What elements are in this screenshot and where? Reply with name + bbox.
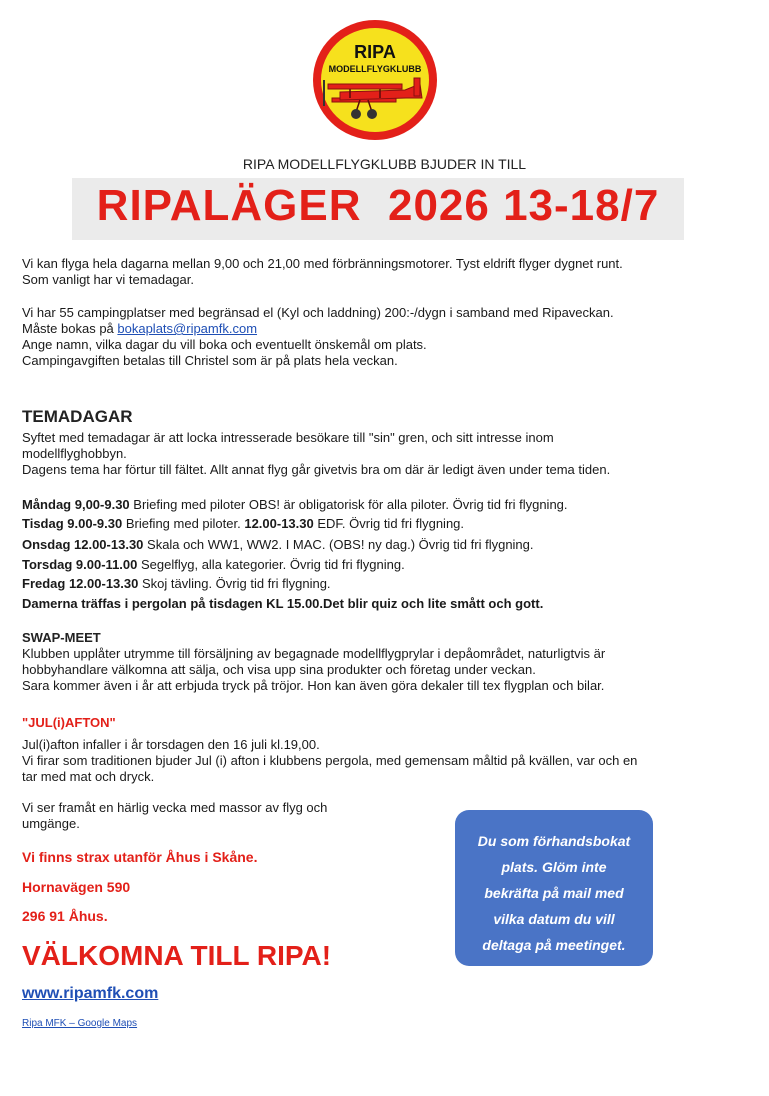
section-heading-swap-meet: SWAP-MEET: [22, 630, 101, 645]
day-text: Briefing med piloter OBS! är obligatorisk för alla piloter. Övrig tid fri flygning.: [129, 497, 568, 512]
location-text: Vi finns strax utanför Åhus i Skåne.: [22, 849, 258, 865]
text-line: Vi firar som traditionen bjuder Jul (i) afton i klubbens pergola, med gemensam måltid på kvällen, var och en: [22, 753, 638, 768]
text-line: [22, 321, 747, 337]
julafton-paragraph: [22, 737, 747, 785]
day-text: Briefing med piloter.: [122, 516, 245, 531]
closing-paragraph: [22, 800, 422, 832]
day-label: Fredag 12.00-13.30: [22, 576, 139, 591]
logo-text-club: MODELLFLYGKLUBB: [328, 64, 422, 74]
text-line: modellflyghobbyn.: [22, 446, 127, 461]
booking-reminder-callout: [455, 810, 653, 966]
text-line: tar med mat och dryck.: [22, 769, 155, 784]
schedule-friday: [22, 576, 331, 591]
callout-line: plats. Glöm inte: [501, 859, 607, 875]
text-line: Campingavgiften betalas till Christel som är på plats hela veckan.: [22, 353, 398, 368]
text-line: Syftet med temadagar är att locka intresserade besökare till "sin" gren, och sitt intresse inom: [22, 430, 554, 445]
text-line: Som vanligt har vi temadagar.: [22, 272, 194, 287]
callout-line: vilka datum du vill: [493, 911, 615, 927]
day-text: EDF. Övrig tid fri flygning.: [313, 516, 465, 531]
temadagar-paragraph: [22, 430, 747, 478]
swap-meet-paragraph: [22, 646, 747, 694]
schedule-thursday: [22, 557, 405, 572]
text-prefix: Måste bokas på: [22, 321, 118, 336]
schedule-wednesday: [22, 537, 534, 552]
text-line: Ange namn, vilka dagar du vill boka och eventuellt önskemål om plats.: [22, 337, 427, 352]
day-label: Tisdag 9.00-9.30: [22, 516, 123, 531]
intro-line: RIPA MODELLFLYGKLUBB BJUDER IN TILL: [242, 156, 527, 172]
page-title: RIPALÄGER 2026 13-18/7: [96, 181, 660, 230]
day-label: Torsdag 9.00-11.00: [22, 557, 138, 572]
callout-line: bekräfta på mail med: [484, 885, 624, 901]
address-postal: 296 91 Åhus.: [22, 908, 108, 924]
callout-text: [455, 828, 653, 958]
address-street: Hornavägen 590: [22, 879, 131, 895]
text-line: Vi har 55 campingplatser med begränsad el (Kyl och laddning) 200:-/dygn i samband med Ripaveckan.: [22, 305, 614, 320]
text-line: umgänge.: [22, 816, 80, 831]
day-label: Måndag 9,00-9.30: [22, 497, 130, 512]
website-link[interactable]: www.ripamfk.com: [22, 985, 159, 1002]
section-heading-julafton: "JUL(i)AFTON": [22, 715, 116, 730]
callout-line: deltaga på meetinget.: [482, 937, 626, 953]
schedule-tuesday: [22, 516, 464, 531]
text-line: Sara kommer även i år att erbjuda tryck på tröjor. Hon kan även göra dekaler till tex flygplan och bilar.: [22, 678, 605, 693]
callout-line: Du som förhandsbokat: [477, 833, 631, 849]
booking-email-link[interactable]: bokaplats@ripamfk.com: [117, 321, 258, 336]
logo-text-ripa: RIPA: [354, 42, 396, 62]
text-line: Dagens tema har förtur till fältet. Allt annat flyg går givetvis bra om där är ledigt även under tema tiden.: [22, 462, 611, 477]
text-line: Klubben upplåter utrymme till försäljning av begagnade modellflygprylar i depåområdet, naturligtvis är: [22, 646, 606, 661]
text-line: Jul(i)afton infaller i år torsdagen den 16 juli kl.19,00.: [22, 737, 320, 752]
day-text: Segelflyg, alla kategorier. Övrig tid fri flygning.: [137, 557, 405, 572]
day-text: Skoj tävling. Övrig tid fri flygning.: [138, 576, 331, 591]
day-text: Skala och WW1, WW2. I MAC. (OBS! ny dag.) Övrig tid fri flygning.: [143, 537, 534, 552]
club-logo: [310, 18, 440, 143]
google-maps-link[interactable]: Ripa MFK – Google Maps: [22, 1018, 138, 1029]
text-line: hobbyhandlare välkomna att sälja, och visa upp sina produkter och företag under veckan.: [22, 662, 536, 677]
day-label: Onsdag 12.00-13.30: [22, 537, 144, 552]
text-line: Vi kan flyga hela dagarna mellan 9,00 och 21,00 med förbränningsmotorer. Tyst eldrift flyger dygnet runt.: [22, 256, 623, 271]
text-line: Vi ser framåt en härlig vecka med massor av flyg och: [22, 800, 328, 815]
schedule-monday: [22, 497, 568, 512]
flying-times-paragraph: [22, 256, 747, 288]
camping-paragraph: [22, 305, 747, 369]
welcome-heading: VÄLKOMNA TILL RIPA!: [22, 940, 332, 971]
damerna-notice: Damerna träffas i pergolan på tisdagen KL 15.00.Det blir quiz och lite smått och gott.: [22, 596, 544, 611]
section-heading-temadagar: TEMADAGAR: [22, 407, 133, 426]
day-time: 12.00-13.30: [244, 516, 314, 531]
